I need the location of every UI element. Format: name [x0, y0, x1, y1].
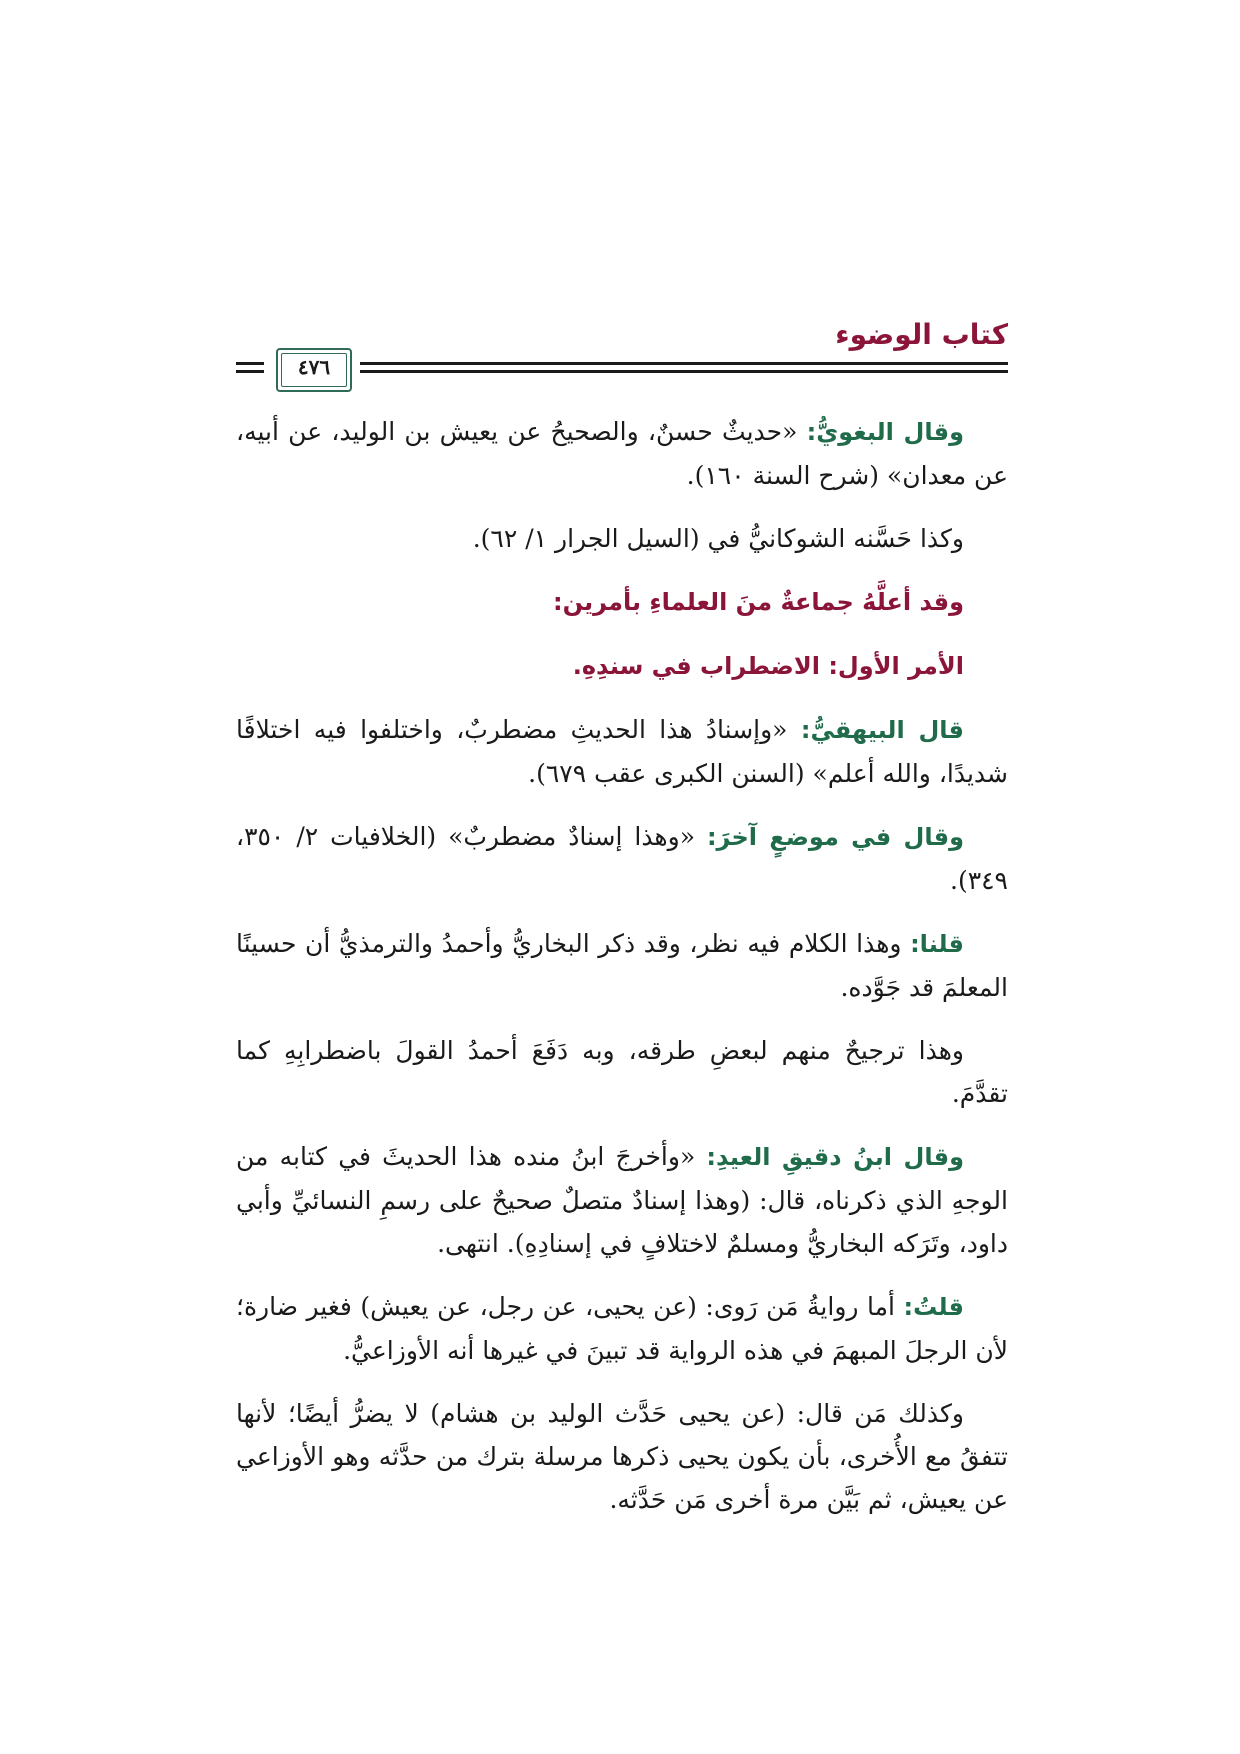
page-number-frame [276, 348, 352, 392]
paragraph-text: وهذا ترجيحٌ منهم لبعضِ طرقه، وبه دَفَعَ أحمدُ القولَ باضطرابِهِ كما تقدَّمَ. [236, 1036, 1008, 1108]
header-rule [360, 362, 1008, 365]
paragraph [236, 410, 1008, 497]
paragraph-text: وهذا الكلام فيه نظر، وقد ذكر البخاريُّ وأحمدُ والترمذيُّ أن حسينًا المعلمَ قد جَوَّده. [236, 929, 1008, 1002]
paragraph-text: «وإسنادُ هذا الحديثِ مضطربٌ، واختلفوا فيه اختلافًا شديدًا، والله أعلم» (السنن الكبرى عقب ٦٧٩). [236, 715, 1008, 788]
paragraph-text: وكذا حَسَّنه الشوكانيُّ في (السيل الجرار ١/ ٦٢). [472, 524, 964, 553]
paragraph [236, 922, 1008, 1009]
paragraph [236, 1029, 1008, 1115]
paragraph [236, 517, 1008, 560]
paragraph [236, 1392, 1008, 1521]
quote-label: قلنا: [910, 930, 964, 958]
paragraph [236, 815, 1008, 902]
quote-label: وقال البغويُّ: [806, 418, 965, 446]
section-heading [236, 644, 1008, 688]
page-body [236, 410, 1008, 1541]
book-title: كتاب الوضوء [835, 318, 1008, 351]
heading-text: الأمر الأول: الاضطراب في سندِهِ. [572, 652, 964, 680]
paragraph-text: أما روايةُ مَن رَوى: (عن يحيى، عن رجل، عن يعيش) فغير ضارة؛ لأن الرجلَ المبهمَ في هذه الرواية قد تبينَ في غيرها أنه الأوزاعيُّ. [236, 1292, 1008, 1365]
paragraph-text: «وأخرجَ ابنُ منده هذا الحديثَ في كتابه من الوجهِ الذي ذكرناه، قال: (وهذا إسنادٌ متصلٌ صحيحٌ على رسمِ النسائيِّ وأبي داود، وتَرَكه البخاريُّ ومسلمٌ لاختلافٍ في إسنادِهِ). انتهى. [236, 1142, 1008, 1258]
header-rule [236, 370, 264, 373]
heading-text: وقد أعلَّهُ جماعةٌ منَ العلماءِ بأمرين: [552, 588, 964, 616]
quote-label: وقال في موضعٍ آخرَ: [706, 823, 965, 851]
header-rule [236, 362, 264, 365]
quote-label: قلتُ: [903, 1293, 964, 1321]
paragraph [236, 708, 1008, 795]
quote-label: وقال ابنُ دقيقِ العيدِ: [706, 1143, 964, 1171]
quote-label: قال البيهقيُّ: [800, 716, 965, 744]
header-rule [360, 370, 1008, 373]
paragraph-text: «حديثٌ حسنٌ، والصحيحُ عن يعيش بن الوليد، عن أبيه، عن معدان» (شرح السنة ١٦٠). [236, 417, 1008, 490]
paragraph [236, 1285, 1008, 1372]
page-number: ٤٧٦ [297, 355, 331, 379]
paragraph-text: وكذلك مَن قال: (عن يحيى حَدَّث الوليد بن هشام) لا يضرُّ أيضًا؛ لأنها تتفقُ مع الأُخرى، بأن يكون يحيى ذكرها مرسلة بترك من حدَّثه وهو الأوزاعي عن يعيش، ثم بَيَّن مرة أخرى مَن حَدَّثه. [236, 1399, 1008, 1514]
page-header [236, 318, 1008, 390]
paragraph-text: «وهذا إسنادٌ مضطربٌ» (الخلافيات ٢/ ٣٥٠، ٣٤٩). [236, 822, 1008, 895]
paragraph [236, 1135, 1008, 1265]
section-heading [236, 580, 1008, 624]
